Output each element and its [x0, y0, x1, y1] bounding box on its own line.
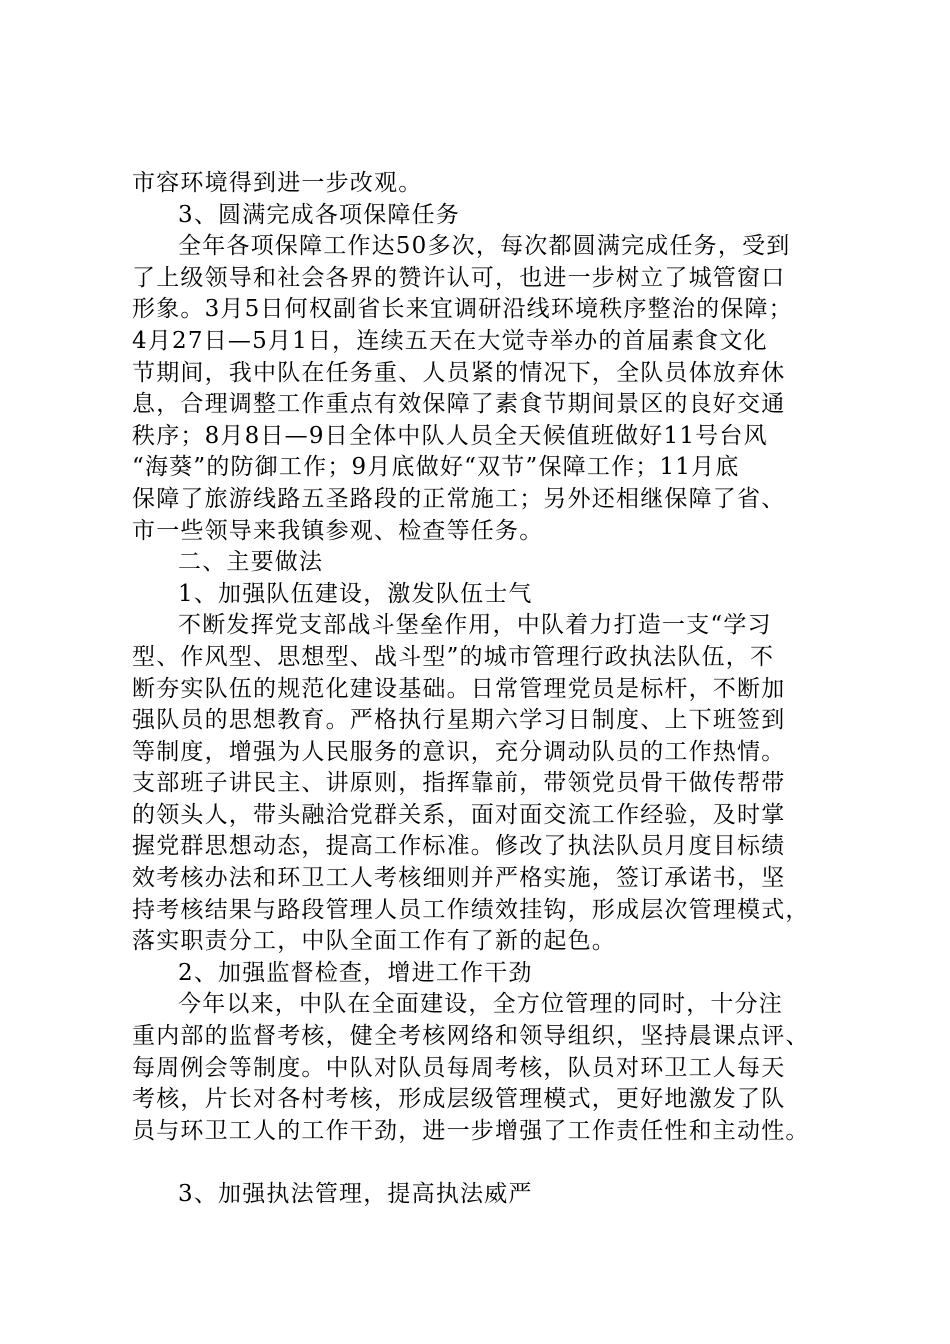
- text-line: 息，合理调整工作重点有效保障了素食节期间景区的良好交通: [132, 391, 786, 418]
- text-line: 3、加强执法管理，提高执法威严: [178, 1181, 533, 1207]
- text-line: 二、主要做法: [178, 549, 324, 576]
- text-line: 今年以来，中队在全面建设，全方位管理的同时，十分注: [178, 991, 783, 1018]
- text-line: 断夯实队伍的规范化建设基础。日常管理党员是标杆，不断加: [132, 675, 786, 702]
- text-line: 全年各项保障工作达50多次，每次都圆满完成任务，受到: [178, 233, 791, 260]
- text-line: “海葵”的防御工作；9月底做好“双节”保障工作；11月底: [132, 454, 740, 481]
- text-line: 重内部的监督考核，健全考核网络和领导组织，坚持晨课点评、: [132, 1023, 810, 1050]
- text-line: 每周例会等制度。中队对队员每周考核，队员对环卫工人每天: [132, 1054, 786, 1081]
- text-line: 形象。3月5日何权副省长来宜调研沿线环境秩序整治的保障；: [132, 296, 793, 323]
- text-line: 秩序；8月8日—9日全体中队人员全天候值班做好11号台风: [132, 422, 768, 449]
- text-line: 了上级领导和社会各界的赞许认可，也进一步树立了城管窗口: [132, 264, 786, 291]
- text-line: 节期间，我中队在任务重、人员紧的情况下，全队员体放弃休: [132, 359, 786, 386]
- text-line: 强队员的思想教育。严格执行星期六学习日制度、上下班签到: [132, 707, 786, 734]
- text-line: 落实职责分工，中队全面工作有了新的起色。: [132, 928, 616, 955]
- text-line: 效考核办法和环卫工人考核细则并严格实施，签订承诺书，坚: [132, 865, 786, 892]
- text-line: 3、圆满完成各项保障任务: [178, 201, 461, 228]
- text-line: 持考核结果与路段管理人员工作绩效挂钩，形成层次管理模式，: [132, 896, 810, 923]
- text-line: 2、加强监督检查，增进工作干劲: [178, 959, 533, 986]
- text-line: 支部班子讲民主、讲原则，指挥靠前，带领党员骨干做传帮带: [132, 770, 786, 797]
- text-line: 4月27日—5月1日，连续五天在大觉寺举办的首届素食文化: [132, 327, 768, 354]
- text-line: 1、加强队伍建设，激发队伍士气: [178, 580, 533, 607]
- text-line: 型、作风型、思想型、战斗型”的城市管理行政执法队伍，不: [132, 643, 775, 670]
- text-line: 保障了旅游线路五圣路段的正常施工；另外还相继保障了省、: [132, 485, 786, 512]
- text-line: 不断发挥党支部战斗堡垒作用，中队着力打造一支“学习: [178, 612, 772, 639]
- text-line: 考核，片长对各村考核，形成层级管理模式，更好地激发了队: [132, 1086, 786, 1113]
- document-body: [132, 168, 842, 1211]
- text-line: 员与环卫工人的工作干劲，进一步增强了工作责任性和主动性。: [132, 1117, 810, 1144]
- text-line: 等制度，增强为人民服务的意识，充分调动队员的工作热情。: [132, 738, 786, 765]
- text-line: 的领头人，带头融洽党群关系，面对面交流工作经验，及时掌: [132, 801, 786, 828]
- text-line: 握党群思想动态，提高工作标准。修改了执法队员月度目标绩: [132, 833, 786, 860]
- text-line: 市一些领导来我镇参观、检查等任务。: [132, 517, 544, 544]
- blank-line: [132, 1147, 842, 1179]
- text-line: 市容环境得到进一步改观。: [132, 170, 423, 196]
